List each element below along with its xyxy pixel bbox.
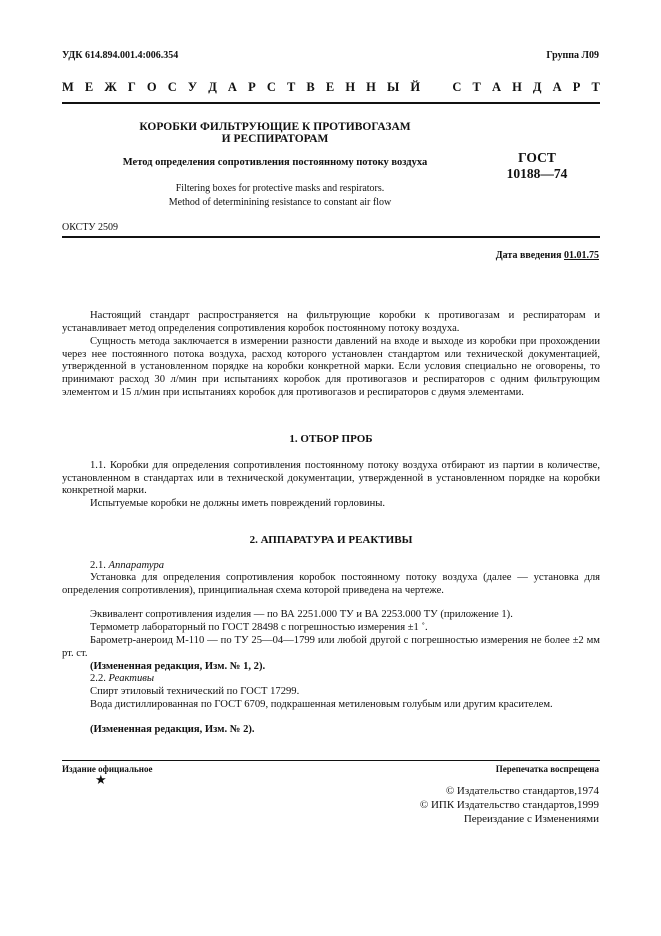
- banner-letter: Е: [325, 80, 335, 94]
- banner-gap: [431, 80, 441, 95]
- spirit-line: Спирт этиловый технический по ГОСТ 17299.: [90, 686, 300, 697]
- revision-note-1: (Измененная редакция, Изм. № 1, 2).: [90, 661, 266, 672]
- reissue-note: Переиздание с Изменениями: [463, 813, 599, 825]
- banner-letter: Т: [591, 80, 600, 94]
- intro-date-label: Дата введения: [495, 250, 562, 261]
- subsection-2-2-title: Реактивы: [108, 673, 155, 684]
- intro-date-value: 01.01.75: [564, 250, 599, 261]
- subsection-2-2: [90, 673, 600, 686]
- subsection-2-2-number: 2.2.: [90, 673, 106, 684]
- gost-label: ГОСТ: [518, 150, 556, 165]
- barometer-paragraph: Барометр-анероид М-110 — по ТУ 25—04—1799 или любой другой с погрешностью измерения не более ±2 мм рт. ст.: [62, 635, 600, 659]
- banner-letter: Д: [208, 80, 217, 94]
- section-1-heading: 1. ОТБОР ПРОБ: [289, 433, 373, 445]
- subtitle: Метод определения сопротивления постоянному потоку воздуха: [122, 157, 428, 168]
- banner-letter: М: [62, 80, 74, 94]
- equivalent-line: Эквивалент сопротивления изделия — по ВА 2251.000 ТУ и ВА 2253.000 ТУ (приложение 1).: [90, 609, 513, 620]
- subsection-2-1-number: 2.1.: [90, 560, 106, 571]
- header-rule: [62, 102, 600, 104]
- banner-letter: Т: [286, 80, 296, 94]
- title-line-2: И РЕСПИРАТОРАМ: [221, 133, 329, 145]
- banner-letter: О: [146, 80, 157, 94]
- subsection-2-1-title: Аппаратура: [108, 560, 165, 571]
- standard-banner: [62, 80, 600, 95]
- intro-date: [496, 250, 599, 261]
- intro-paragraph-2: Сущность метода заключается в измерении разности давлений на входе и выходе из коробки при прохождении через нее постоянного потока воздуха, расход которого установлен стандартом или технической документацией, утвержденной в установленном порядке на коробки конкретной марки. Если условия специально не оговорены, то принимают расход 30 л/мин при испытаниях коробок для противогазов и респираторов с одним фильтрующим элементом и 15 л/мин при испытаниях коробок для противогазов и респираторов с двумя элементами.: [62, 336, 600, 398]
- banner-letter: Н: [366, 80, 376, 94]
- banner-letter: Ы: [387, 80, 400, 94]
- okstu-code: ОКСТУ 2509: [62, 222, 119, 233]
- section-2-heading: 2. АППАРАТУРА И РЕАКТИВЫ: [249, 534, 413, 546]
- apparatus-paragraph: Установка для определения сопротивления коробок постоянному потоку воздуха (далее — установка для определения сопротивления), принципиальная схема которой приведена на чертеже.: [62, 572, 600, 596]
- banner-letter: Р: [572, 80, 581, 94]
- banner-letter: А: [491, 80, 501, 94]
- udk-code: УДК 614.894.001.4:006.354: [62, 50, 179, 61]
- banner-letter: Д: [532, 80, 542, 94]
- banner-letter: С: [167, 80, 177, 94]
- revision-note-2: (Измененная редакция, Изм. № 2).: [90, 724, 255, 735]
- banner-letter: Г: [127, 80, 136, 94]
- subsection-2-1: [90, 560, 600, 573]
- copyright-1999: © ИПК Издательство стандартов,1999: [419, 799, 599, 811]
- banner-letter: Н: [345, 80, 356, 94]
- official-edition: Издание официальное: [62, 764, 153, 774]
- banner-letter: Е: [84, 80, 94, 94]
- star-icon: ★: [95, 772, 107, 787]
- english-title-2: Method of determinining resistance to constant air flow: [168, 197, 392, 208]
- section-1-paragraph-2: Испытуемые коробки не должны иметь повреждений горловины.: [90, 498, 386, 509]
- thermometer-line: Термометр лабораторный по ГОСТ 28498 с погрешностью измерения ±1 ˚.: [90, 622, 428, 633]
- english-title-1: Filtering boxes for protective masks and respirators.: [175, 183, 385, 194]
- banner-letter: Т: [472, 80, 481, 94]
- footer-rule: [62, 760, 600, 761]
- banner-letter: С: [266, 80, 276, 94]
- copyright-1974: © Издательство стандартов,1974: [445, 785, 599, 797]
- reprint-notice: Перепечатка воспрещена: [495, 764, 599, 774]
- title-rule: [62, 236, 600, 238]
- title-line-1: КОРОБКИ ФИЛЬТРУЮЩИЕ К ПРОТИВОГАЗАМ: [139, 121, 411, 133]
- banner-letter: С: [452, 80, 462, 94]
- group-code: Группа Л09: [546, 50, 599, 61]
- banner-letter: Ж: [104, 80, 117, 94]
- banner-letter: В: [306, 80, 315, 94]
- intro-paragraph-1: Настоящий стандарт распространяется на фильтрующие коробки к противогазам и респираторам и устанавливает метод определения сопротивления коробок постоянному потоку воздуха.: [62, 310, 600, 334]
- water-paragraph: Вода дистиллированная по ГОСТ 6709, подкрашенная метиленовым голубым или другим красителем.: [90, 699, 553, 710]
- banner-letter: Н: [512, 80, 522, 94]
- section-1-paragraph-1: 1.1. Коробки для определения сопротивления постоянному потоку воздуха отбирают из партии в количестве, установленном в стандартах или в технической документации, утвержденной в установленном порядке на коробки конкретной марки.: [62, 460, 600, 497]
- gost-number: 10188—74: [506, 166, 568, 181]
- banner-letter: У: [187, 80, 198, 94]
- banner-letter: А: [552, 80, 562, 94]
- banner-letter: А: [227, 80, 237, 94]
- banner-letter: Й: [410, 80, 421, 94]
- banner-letter: Р: [248, 80, 256, 94]
